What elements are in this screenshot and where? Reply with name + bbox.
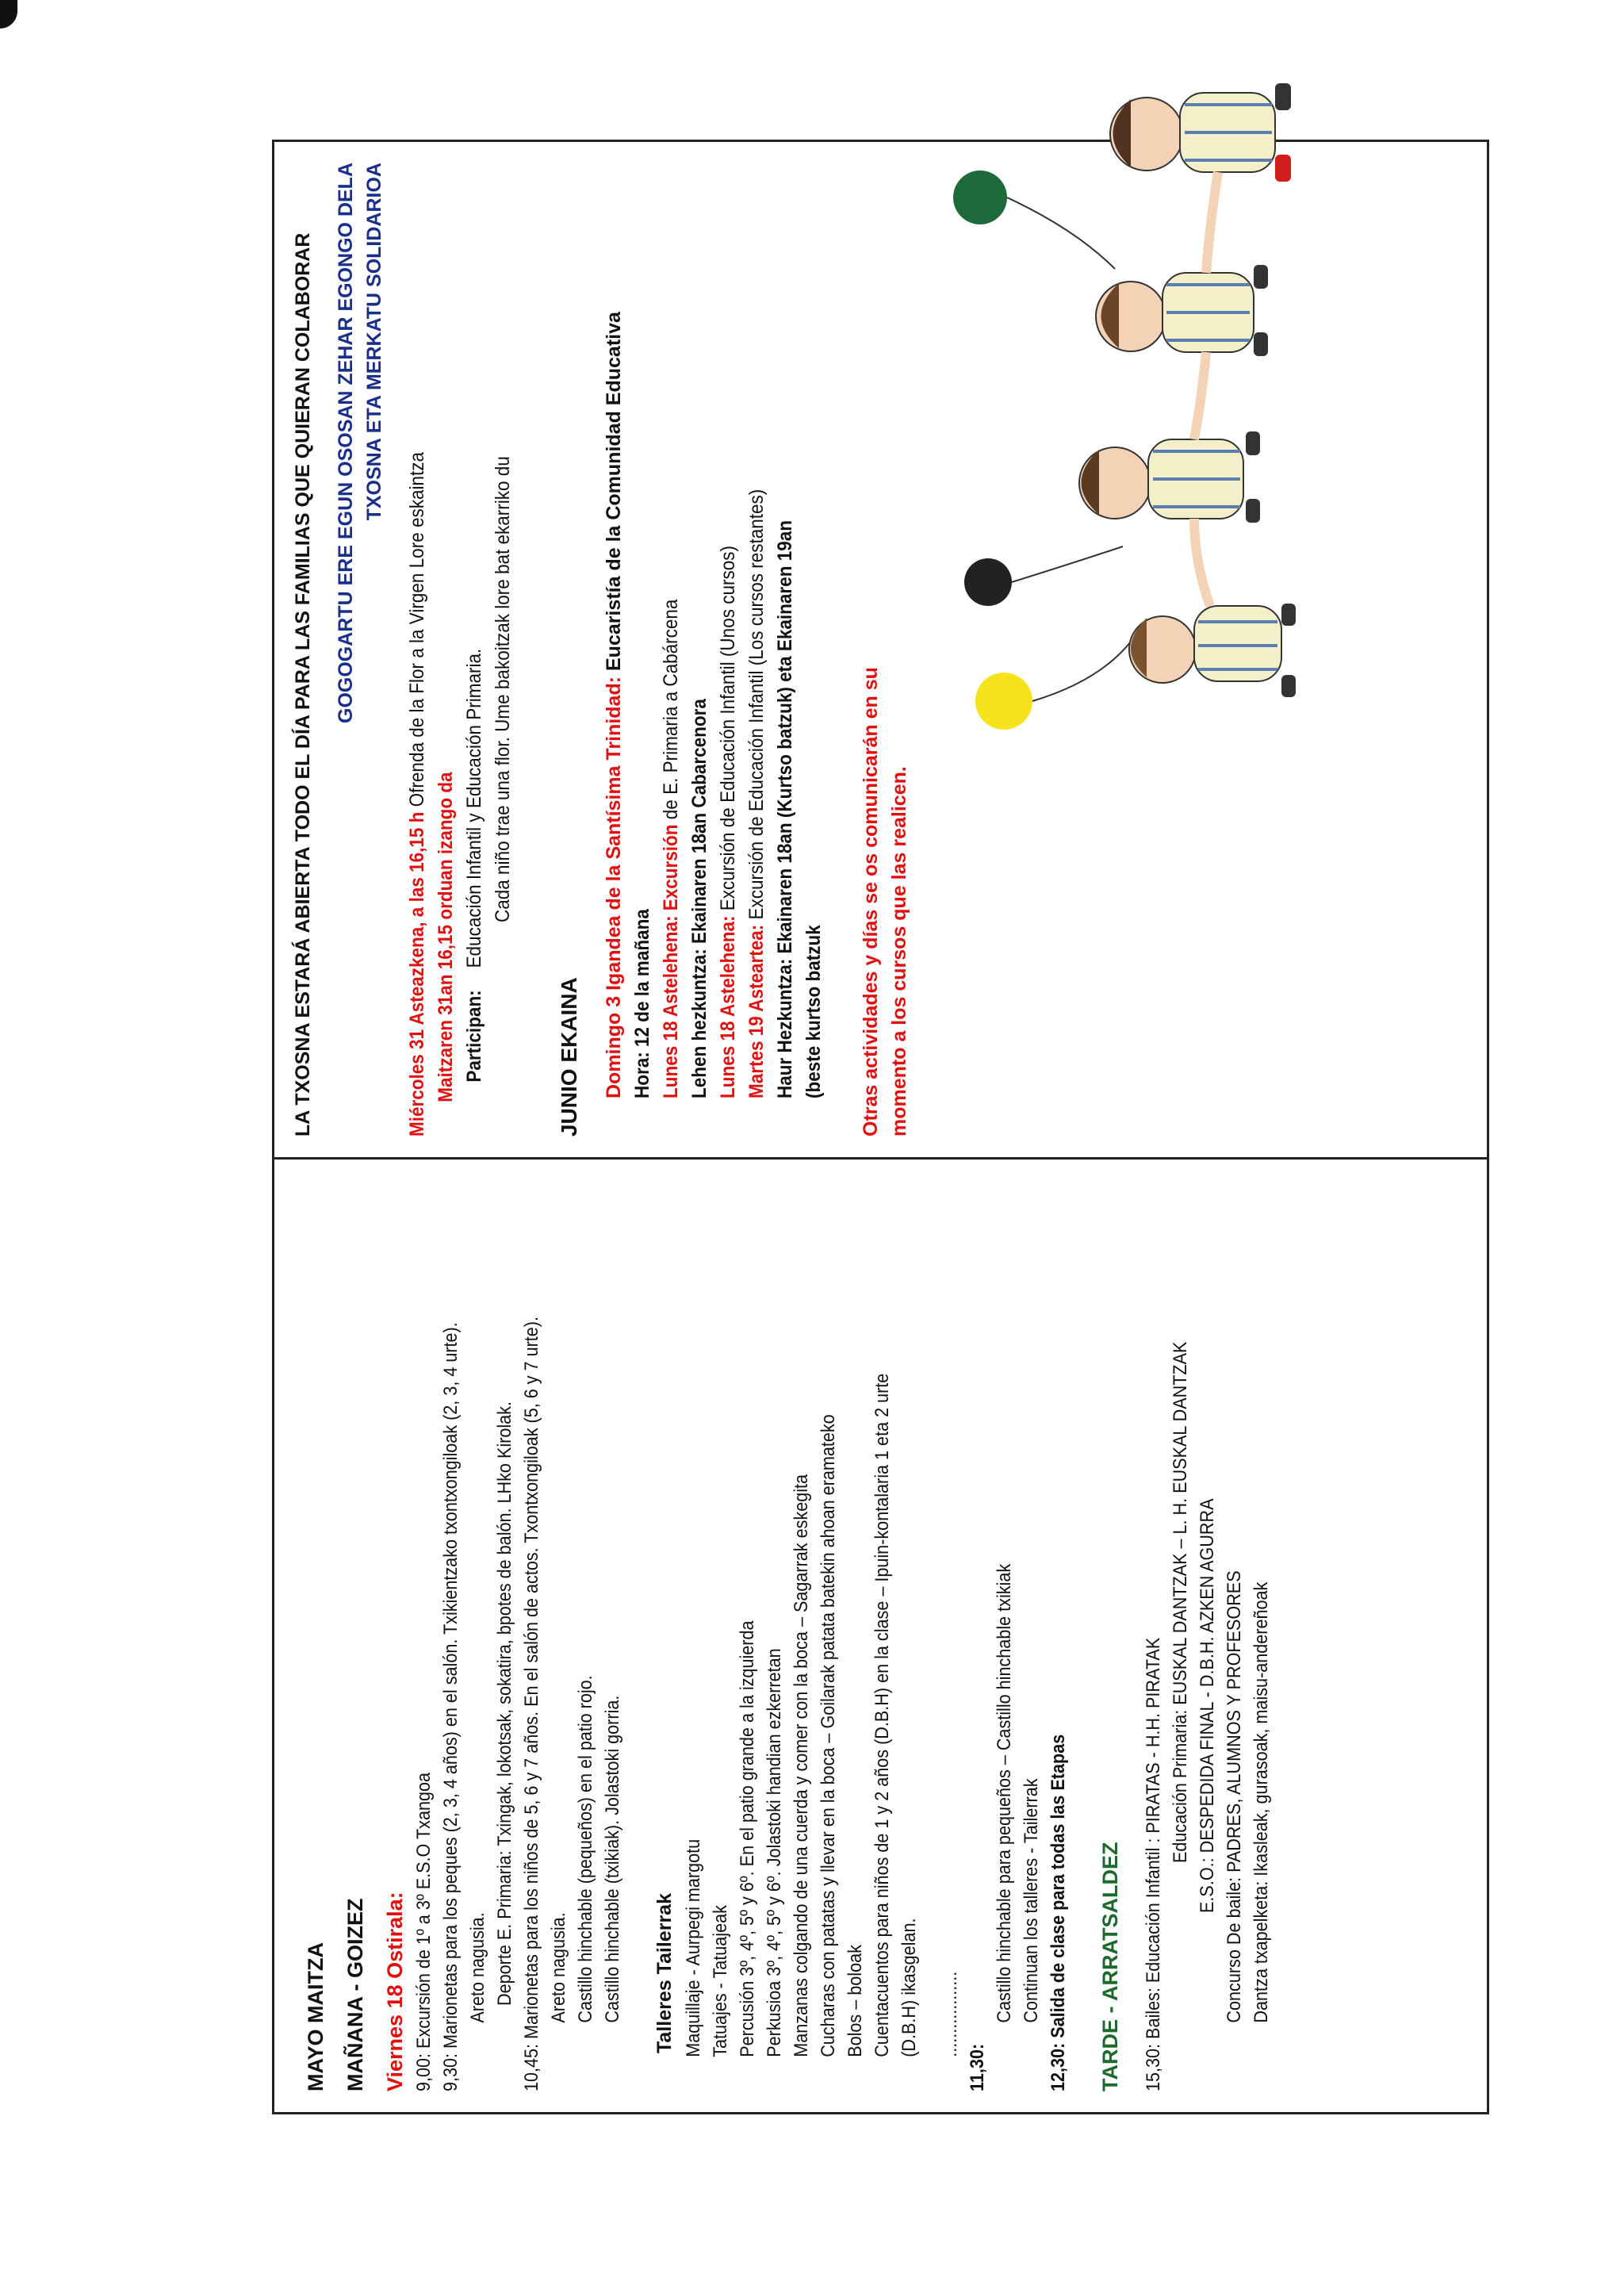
friday-title: Viernes 18 Ostirala: (383, 1892, 407, 2091)
tuesday-eu: Haur Hezkuntza: Ekainaren 18an (Kurtso batzuk) eta Ekainaren 19an (774, 520, 796, 1098)
green-balloon (953, 171, 1007, 224)
may-column (274, 1157, 1487, 2112)
afternoon-item: E.S.O.: DESPEDIDA FINAL - D.B.H. AZKEN AGURRA (1197, 1498, 1218, 1913)
afternoon-item: Concurso De baile: PADRES, ALUMNOS Y PROFESORES (1224, 1570, 1245, 2023)
sunday-title: Domingo 3 Igandea de la Santísima Trinidad: (603, 676, 625, 1098)
workshop-item: Tatuajes - Tatuajeak (710, 1905, 731, 2057)
afternoon-item: Dantza txapelketa: Ikasleak, gurasoak, maisu-andereñoak (1251, 1581, 1272, 2023)
tuesday-eu-2: (beste kurtso batzuk (802, 925, 825, 1098)
workshop-item: Perkusioa 3º, 4º, 5º y 6º. Jolastoki handian ezkerretan (764, 1648, 785, 2057)
workshop-item: Percusión 3º, 4º, 5º y 6º. En el patio grande a la izquierda (737, 1620, 758, 2057)
wednesday-text: Ofrenda de la Flor a la Virgen Lore eskaintza (406, 451, 428, 812)
child-figure (1110, 83, 1291, 182)
black-balloon (964, 558, 1012, 606)
june-column (274, 142, 1487, 1157)
monday-excursion-eu: Lehen hezkuntza: Ekainaren 18an Cabarcenora (688, 699, 710, 1098)
workshop-item: Maquillaje - Aurpegi margotu (683, 1838, 704, 2057)
afternoon-title: TARDE - ARRATSALDEZ (1098, 1842, 1122, 2091)
participants-2: Cada niño trae una flor. Ume bakoitzak lore bat ekarriko du (492, 456, 514, 922)
morning-item: Castillo hinchable (pequeños) en el patio rojo. (575, 1675, 596, 2023)
workshop-item: Manzanas colgando de una cuerda y comer con la boca – Sagarrak eskegita (791, 1474, 812, 2057)
child-figure (1079, 431, 1260, 523)
morning-item: 10,45: Marionetas para los niños de 5, 6 y 7 años. En el salón de actos. Txontxongiloak (5, 6 y 7 urte). (521, 1317, 542, 2091)
monday-excursion-title: Lunes 18 Astelehena: Excursión (660, 824, 682, 1098)
participants-label: Participan: (463, 990, 485, 1083)
closing-note: Otras actividades y días se os comunicarán en su momento a los cursos que las realicen. (860, 667, 910, 1137)
children-balloons-illustration (893, 31, 1321, 745)
tuesday-text: Excursión de Educación Infantil (Los cursos restantes) (745, 489, 768, 925)
t1130-item: Continuan los talleres - Tailerrak (1021, 1778, 1042, 2023)
morning-item: Deporte E. Primaria: Txingak, lokotsak, sokatira, bpotes de balón. LHko Kirolak. (494, 1401, 515, 2006)
morning-item: 9,30: Marionetas para los peques (2, 3, 4 años) en el salón. Txikientzako txontxongiloak (2, 3, 4 urte). (440, 1322, 462, 2091)
tuesday-title: Martes 19 Asteartea: (745, 924, 768, 1098)
workshop-item: Bolos – boloak (845, 1945, 866, 2057)
dotted-separator: .................. (940, 1971, 961, 2057)
txosna-intro: LA TXOSNA ESTARÁ ABIERTA TODO EL DÍA PARA LAS FAMILIAS QUE QUIERAN COLABORAR (292, 232, 314, 1137)
child-figure (1129, 604, 1296, 697)
participants-1: Educación Infantil y Educación Primaria. (463, 648, 485, 968)
wednesday-eu: Maitzaren 31an 16,15 orduan izango da (435, 772, 457, 1102)
monday-infantil-text: Excursión de Educación Infantil (Unos cursos) (717, 546, 739, 916)
morning-item: Castillo hinchable (txikiak). Jolastoki gorria. (602, 1695, 623, 2023)
may-title: MAYO MAITZA (304, 1942, 327, 2091)
child-figure (1096, 265, 1268, 356)
monday-infantil-title: Lunes 18 Astelehena: (717, 915, 739, 1098)
workshop-item: Cuentacuentos para niños de 1 y 2 años (D.B.H) en la clase – Ipuin-kontalaria 1 eta 2 urte (871, 1373, 893, 2057)
txosna-intro-eu: GOGOGARTU ERE EGUN OSOSAN ZEHAR EGONGO DELA TXOSNA ETA MERKATU SOLIDARIOA (335, 163, 385, 723)
morning-item: Areto nagusia. (548, 1912, 569, 2023)
sunday-text: Eucaristía de la Comunidad Educativa (603, 312, 625, 677)
june-title: JUNIO EKAINA (557, 977, 581, 1137)
workshops-title: Talleres Tailerrak (653, 1893, 676, 2053)
sunday-time: Hora: 12 de la mañana (631, 909, 653, 1098)
t1130-item: Castillo hinchable para pequeños – Castillo hinchable txikiak (994, 1563, 1015, 2023)
workshop-item: (D.B.H) ikasgelan. (898, 1918, 920, 2057)
program-sheet (272, 140, 1489, 2114)
time-1130: 11,30: (967, 2043, 988, 2091)
morning-item: Areto nagusia. (467, 1912, 488, 2023)
monday-excursion-text: de E. Primaria a Cabárcena (660, 599, 682, 825)
wednesday-title: Miércoles 31 Asteazkena, a las 16,15 h (406, 811, 428, 1137)
morning-item: 9,00: Excursión de 1º a 3º E.S.O Txangoa (413, 1772, 435, 2091)
afternoon-item: 15,30: Bailes: Educación Infantil : PIRATAS - H.H. PIRATAK (1143, 1637, 1164, 2091)
morning-title: MAÑANA - GOIZEZ (343, 1898, 367, 2091)
afternoon-item: Educación Primaria: EUSKAL DANTZAK – L. H. EUSKAL DANTZAK (1170, 1341, 1191, 1863)
time-1230: 12,30: Salida de clase para todas las Etapas (1048, 1734, 1069, 2091)
scan-corner-mark (0, 0, 17, 29)
workshop-item: Cucharas con patatas y llevar en la boca – Goilarak patata batekin ahoan eramateko (818, 1414, 839, 2057)
yellow-balloon (975, 673, 1032, 730)
